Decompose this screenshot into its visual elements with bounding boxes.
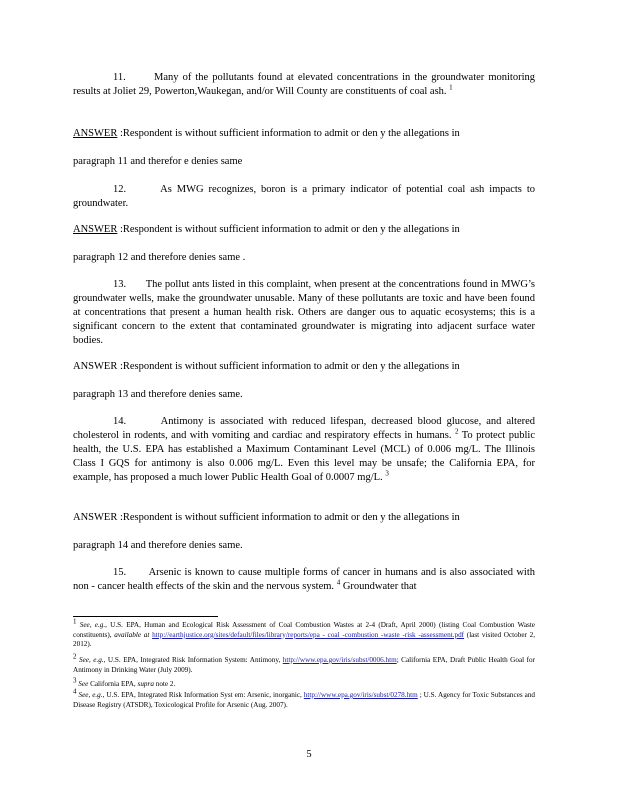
paragraph-text: The pollut ants listed in this complaint, when present at the concentrations found in MWG’s groundwater wells, make the groundwater unusable. Many of these pollutants are toxic and have been found at concentrations that present a human health risk. Others are danger ous to aquatic ecosystems; this is a significant concern to the extent that contaminated groundwater is migrating into adjacent surface water bodies. [73,279,535,346]
answer-14-line1: ANSWER :Respondent is without sufficient information to admit or den y the allegations in [73,512,460,523]
paragraph-13 [73,278,535,348]
answer-label: ANSWER [73,128,118,139]
answer-12-line1: ANSWER :Respondent is without sufficient information to admit or den y the allegations in [73,224,460,235]
paragraph-number: 12. [113,184,127,195]
footnote-ref[interactable]: 1 [449,83,453,92]
footnote-separator [73,616,218,617]
answer-label: ANSWER [73,361,118,372]
paragraph-15: 15. Arsenic is known to cause multiple forms of cancer in humans and is also associated with non - cancer health effects of the skin and the nervous system. $^4$ Groundwater that [73,567,536,592]
footnote-ref[interactable]: 4 [336,578,341,587]
paragraph-number: 14. [113,416,127,427]
paragraph-number: 15. [113,567,127,578]
answer-11-line1: ANSWER :Respondent is without sufficient information to admit or den y the allegations in [73,128,460,139]
paragraph-text: Antimony is associated with reduced lifespan, decreased blood glucose, and altered cholesterol in rodents, and with vomiting and cardiac and respiratory effects in humans. [73,416,536,441]
paragraph-11 [73,71,535,99]
paragraph-14 [73,415,535,485]
paragraph-text: As MWG recognizes, boron is a primary indicator of potential coal ash impacts to groundwater. [73,184,536,209]
paragraph-number: 11. [113,72,126,83]
page-number: 5 [306,749,312,760]
paragraph-text: Arsenic is known to cause multiple forms of cancer in humans and is also associated with non - cancer health effects of the skin and the nervous system. [73,567,536,592]
footnote-1-link[interactable]: http://earthjustice.org/sites/default/files/library/reports/epa - coal -combustion -waste -risk -assessment.pdf [152,630,465,639]
answer-12-line2: paragraph 12 and therefore denies same . [73,252,246,263]
answer-13-line2: paragraph 13 and therefore denies same. [73,389,243,400]
answer-label: ANSWER [73,512,118,523]
footnote-2-link[interactable]: http://www.epa.gov/iris/subst/0006.htm [282,656,397,664]
footnote-ref[interactable]: 2 [454,427,459,436]
answer-label: ANSWER [73,224,118,235]
answer-14-line2: paragraph 14 and therefore denies same. [73,540,243,551]
footnote-ref[interactable]: 3 [385,469,389,478]
footnote-3: $^3$ See California EPA, supra note 2. [73,676,176,688]
paragraph-text: To protect public health, the U.S. EPA has established a Maximum Contaminant Level (MCL) of 0.006 mg/L. The Illinois Class I GQS for antimony is also 0.006 mg/L. Even this level may be unsafe; the California EPA, for example, has proposed a much lower Public Health Goal of 0.0007 mg/L. [73,430,535,483]
answer-13-line1: ANSWER :Respondent is without sufficient information to admit or den y the allegations in [73,361,460,372]
footnote-1: $^1$ See, e.g., U.S. EPA, Human and Ecological Risk Assessment of Coal Combustion Wastes at 2-4 (Draft, April 2000) (listing Coal Combustion Waste constituents), available at http://earthjustice.org/sites/default/files/library/reports/epa - coal -combustion -waste -risk -assessment.pdf (last visited October 2, 2012). [73,617,536,649]
paragraph-12 [73,183,535,211]
paragraph-number: 13. [113,279,127,290]
answer-11-line2: paragraph 11 and therefor e denies same [73,156,243,167]
footnote-4: $^4$ See, e.g., U.S. EPA, Integrated Risk Information Syst em: Arsenic, inorganic, http://www.epa.gov/iris/subst/0278.htm ; U.S. Agency for Toxic Substances and Disease Registry (ATSDR), Toxicological Profile for Arsenic (Aug. 2007). [73,687,536,709]
footnote-2: $^2$ See, e.g., U.S. EPA, Integrated Risk Information System: Antimony, http://www.epa.gov/iris/subst/0006.htm; California EPA, Draft Public Health Goal for Antimony in Drinking Water (July 2009). [73,652,536,674]
footnote-4-link[interactable]: http://www.epa.gov/iris/subst/0278.htm [303,691,418,699]
paragraph-text: Many of the pollutants found at elevated concentrations in the groundwater monitoring results at Joliet 29, Powerton,Waukegan, and/or Will County are constituents of coal ash. [73,72,535,97]
